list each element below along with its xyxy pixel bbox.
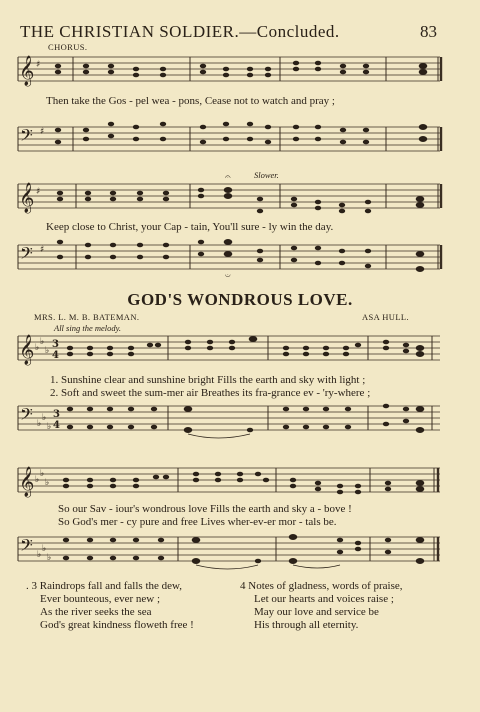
svg-text:♭: ♭	[37, 419, 42, 429]
song-title: GOD'S WONDROUS LOVE.	[127, 290, 353, 309]
verse2-lyric-line2: So God's mer - cy pure and free Lives wher-ev-er mor - tals be.	[58, 516, 337, 528]
svg-text:3: 3	[53, 409, 60, 420]
svg-text:𝄞: 𝄞	[19, 183, 35, 213]
tempo-marking: Slower.	[254, 170, 279, 180]
svg-text:♯: ♯	[36, 187, 41, 197]
verse3-line: Ever bounteous, ever new ;	[40, 593, 161, 605]
verse-3	[26, 580, 194, 632]
verse1-lyric-line2: So our Sav - iour's wondrous love Fills the earth and sky a - bove !	[58, 503, 352, 515]
svg-text:𝄞: 𝄞	[19, 56, 35, 86]
svg-text:𝄞: 𝄞	[19, 467, 35, 497]
staff-system4-treble	[18, 468, 442, 496]
song-composer: ASA HULL.	[362, 312, 410, 322]
performance-instruction: All sing the melody.	[54, 323, 122, 333]
svg-text:♭: ♭	[47, 553, 52, 563]
verse3-line: God's great kindness floweth free !	[40, 619, 194, 631]
svg-text:𝄐: 𝄐	[225, 172, 231, 183]
verse-4	[240, 580, 403, 632]
svg-text:𝄞: 𝄞	[19, 335, 35, 365]
verse4-line: 4 Notes of gladness, words of praise,	[240, 580, 403, 592]
staff-system1-treble	[18, 57, 442, 85]
chorus-lyric-line1: Then take the Gos - pel wea - pons, Cease not to watch and pray ;	[46, 95, 335, 107]
svg-text:𝄢: 𝄢	[20, 243, 33, 267]
chorus-lyric-line2: Keep close to Christ, your Cap - tain, You'll sure - ly win the day.	[46, 221, 334, 233]
staff-system1-bass	[18, 127, 442, 155]
svg-text:4: 4	[53, 420, 60, 431]
svg-text:♭: ♭	[40, 337, 45, 347]
staff-system3-bass	[18, 406, 442, 434]
svg-text:𝄢: 𝄢	[20, 535, 33, 559]
svg-text:♯: ♯	[40, 245, 45, 255]
svg-text:♭: ♭	[45, 478, 50, 488]
staff-system2-bass	[18, 243, 442, 282]
svg-text:𝄢: 𝄢	[20, 404, 33, 428]
svg-text:♭: ♭	[35, 475, 40, 485]
verse4-line: May our love and service be	[254, 606, 379, 618]
svg-text:3: 3	[52, 339, 59, 350]
svg-text:4: 4	[52, 350, 59, 361]
svg-text:♭: ♭	[40, 469, 45, 479]
svg-text:♭: ♭	[47, 422, 52, 432]
verse2-lyric-line1: 2. Soft and sweet the sum-mer air Breathes its fra-grance ev - 'ry-where ;	[50, 387, 371, 399]
page-number: 83	[420, 22, 437, 41]
staff-system4-bass	[18, 537, 442, 565]
verse3-line: As the river seeks the sea	[40, 606, 152, 618]
svg-text:♯: ♯	[40, 127, 45, 137]
svg-text:♭: ♭	[45, 346, 50, 356]
svg-text:𝄑: 𝄑	[225, 271, 231, 282]
song-author: MRS. L. M. B. BATEMAN.	[34, 312, 140, 322]
page-header-title: THE CHRISTIAN SOLDIER.—Concluded.	[20, 22, 340, 41]
svg-text:♭: ♭	[42, 413, 47, 423]
verse4-line: His through all eternity.	[254, 619, 359, 631]
verse1-lyric-line1: 1. Sunshine clear and sunshine bright Fills the earth and sky with light ;	[50, 374, 366, 386]
svg-text:♯: ♯	[36, 60, 41, 70]
svg-text:♭: ♭	[42, 544, 47, 554]
verse4-line: Let our hearts and voices raise ;	[254, 593, 394, 605]
svg-text:♭: ♭	[35, 343, 40, 353]
chorus-label: CHORUS.	[48, 42, 88, 52]
svg-text:♭: ♭	[37, 550, 42, 560]
verse3-line: . 3 Raindrops fall and falls the dew,	[26, 580, 182, 592]
svg-text:𝄢: 𝄢	[20, 125, 33, 149]
staff-system3-treble	[18, 336, 442, 364]
